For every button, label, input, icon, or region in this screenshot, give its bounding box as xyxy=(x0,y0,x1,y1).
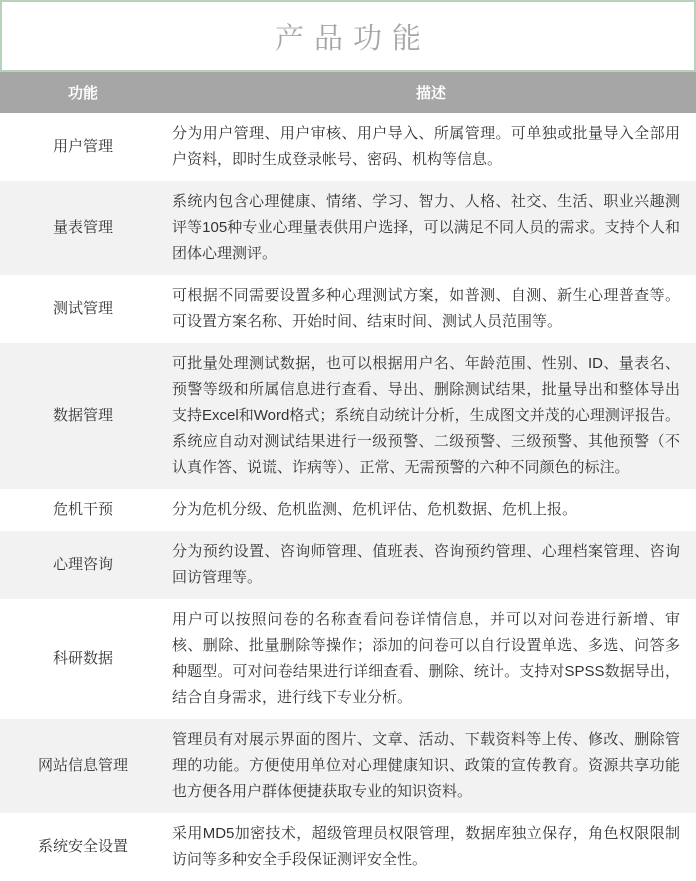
description-cell: 可批量处理测试数据，也可以根据用户名、年龄范围、性别、ID、量表名、预警等级和所属信息进行查看、导出、删除测试结果，批量导出和整体导出支持Excel和Word格式；系统自动统计分析，生成图文并茂的心理测评报告。系统应自动对测试结果进行一级预警、二级预警、三级预警、其他预警（不认真作答、说谎、诈病等）、正常、无需预警的六种不同颜色的标注。 xyxy=(172,355,680,476)
table-row xyxy=(0,489,696,531)
table-row xyxy=(0,275,696,343)
description-cell: 用户可以按照问卷的名称查看问卷详情信息，并可以对问卷进行新增、审核、删除、批量删除等操作；添加的问卷可以自行设置单选、多选、问答多种题型。可对问卷结果进行详细查看、删除、统计。支持对SPSS数据导出，结合自身需求，进行线下专业分析。 xyxy=(172,611,680,706)
description-cell: 分为用户管理、用户审核、用户导入、所属管理。可单独或批量导入全部用户资料，即时生成登录帐号、密码、机构等信息。 xyxy=(172,125,680,168)
feature-cell: 量表管理 xyxy=(52,219,113,236)
header-description-column: 描述 xyxy=(415,85,446,102)
description-cell: 系统内包含心理健康、情绪、学习、智力、人格、社交、生活、职业兴趣测评等105种专业心理量表供用户选择，可以满足不同人员的需求。支持个人和团体心理测评。 xyxy=(172,193,680,262)
feature-cell: 危机干预 xyxy=(52,501,113,518)
feature-cell: 测试管理 xyxy=(52,300,113,317)
table-header xyxy=(0,72,696,113)
description-cell: 可根据不同需要设置多种心理测试方案，如普测、自测、新生心理普查等。可设置方案名称、开始时间、结束时间、测试人员范围等。 xyxy=(172,287,680,330)
feature-cell: 网站信息管理 xyxy=(37,757,128,774)
feature-cell: 科研数据 xyxy=(52,650,113,667)
feature-cell: 数据管理 xyxy=(52,407,113,424)
table-row xyxy=(0,813,696,881)
table-row xyxy=(0,599,696,719)
feature-cell: 用户管理 xyxy=(52,138,113,155)
feature-table xyxy=(0,72,696,881)
feature-cell: 系统安全设置 xyxy=(37,838,128,855)
table-row xyxy=(0,719,696,813)
description-cell: 分为危机分级、危机监测、危机评估、危机数据、危机上报。 xyxy=(172,501,578,518)
feature-table-body xyxy=(0,113,696,881)
feature-cell: 心理咨询 xyxy=(52,556,113,573)
header-feature-column: 功能 xyxy=(67,85,98,102)
title-box xyxy=(0,0,696,72)
description-cell: 管理员有对展示界面的图片、文章、活动、下载资料等上传、修改、删除管理的功能。方便使用单位对心理健康知识、政策的宣传教育。资源共享功能也方便各用户群体便捷获取专业的知识资料。 xyxy=(172,731,680,800)
table-row xyxy=(0,343,696,489)
description-cell: 分为预约设置、咨询师管理、值班表、咨询预约管理、心理档案管理、咨询回访管理等。 xyxy=(172,543,680,586)
page-title: 产品功能 xyxy=(274,22,431,55)
table-row xyxy=(0,181,696,275)
description-cell: 采用MD5加密技术，超级管理员权限管理，数据库独立保存，角色权限限制访问等多种安全手段保证测评安全性。 xyxy=(172,825,680,868)
table-row xyxy=(0,531,696,599)
table-row xyxy=(0,113,696,181)
